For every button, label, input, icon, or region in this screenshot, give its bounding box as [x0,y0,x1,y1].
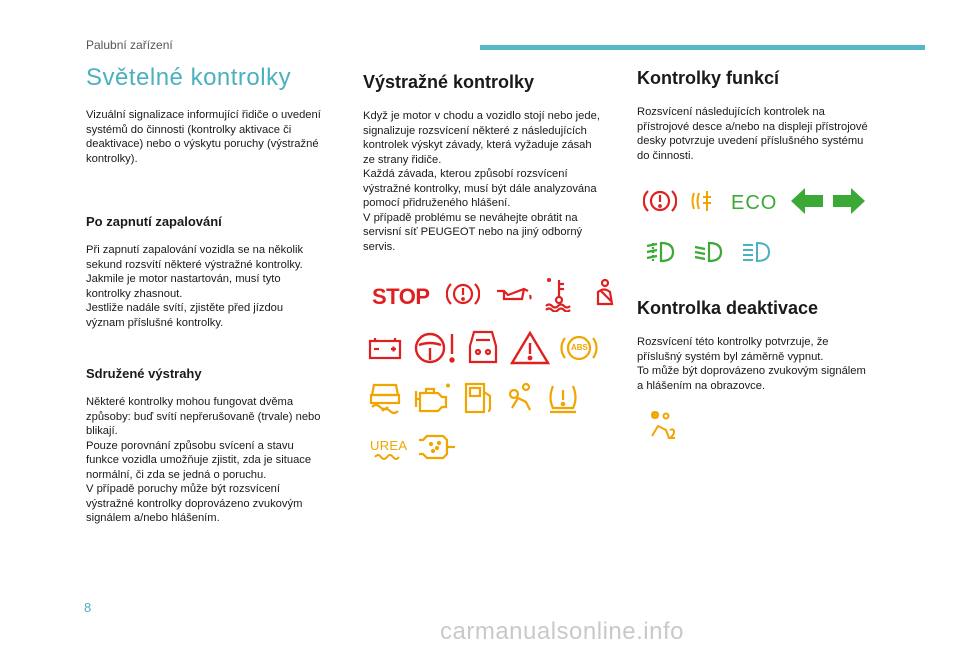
warning-icons-row-2 [368,328,608,373]
glow-plug-icon [691,189,721,218]
column-lights [86,64,346,526]
turn-right-icon [831,186,867,221]
column-function-lights [637,64,897,163]
heading-function-lights: Kontrolky funkcí [637,68,780,88]
abs-icon [560,332,598,369]
header-bar [480,45,925,50]
dipped-beam-icon [693,240,723,269]
warning-triangle-icon [510,330,550,371]
abs-label: ABS [571,343,588,352]
airbag-door-icon [466,328,500,373]
warning-icons-row-4 [370,434,467,465]
stop-icon: STOP [372,283,430,309]
combined-text: Některé kontrolky mohou fungovat dvěma způsoby: buď svítí nepřerušovaně (trvale) nebo blikají. Pouze porovnání způsobu svícení a stavu funkce vozidla umožňuje zjistit, zda je situace normální, či zda se jedná o poruchu. V případě poruchy může být rozsvícení výstražné kontrolky doprovázeno zvukovým signálem a/nebo hlášením. [86,396,321,524]
engine-fault-icon [412,383,452,418]
heading-deactivation: Kontrolka deaktivace [637,298,819,318]
section-deactivation [637,298,897,393]
function-icons-row-1 [643,186,877,221]
front-fog-lamp-icon [645,240,675,269]
fuel-icon [462,380,496,421]
function-text: Rozsvícení následujících kontrolek na přístrojové desce a/nebo na displeji přístrojové desky potvrzuje uvedení příslušného systému do činnosti. [637,106,868,162]
function-icons-row-2 [645,240,781,269]
deactivation-text: Rozsvícení této kontrolky potvrzuje, že příslušný systém byl záměrně vypnut. To může být doprovázeno zvukovým signálem a hlášením na obrazovce. [637,336,866,392]
heading-ignition: Po zapnutí zapalování [86,214,222,229]
section-title-lights: Světelné kontrolky [86,64,292,91]
heading-warning-lights: Výstražné kontrolky [363,72,535,92]
deactivation-icons [648,410,688,447]
oil-pressure-icon [494,283,534,310]
warning-icons-row-3 [368,380,590,421]
column-warnings [363,64,625,254]
ignition-text: Při zapnutí zapalování vozidla se na několik sekund rozsvítí některé výstražné kontrolky. Jakmile je motor nastartován, musí tyto kontrolky zhasnout. Jestliže nadále svítí, zjistěte před jízdou význam příslušné kontrolky. [86,244,304,329]
warning-icons-row-1 [372,276,628,317]
coolant-temperature-icon [544,276,574,317]
airbag-passenger-icon [506,382,536,419]
power-steering-icon [414,330,458,371]
heading-combined: Sdružené výstrahy [86,366,202,381]
header-title: Palubní zařízení [86,38,173,52]
battery-icon [368,336,402,365]
brake-system-icon [446,279,480,314]
urea-icon: UREA [370,438,407,461]
intro-text: Vizuální signalizace informující řidiče o uvedení systémů do činnosti (kontrolky aktivace či deaktivace) nebo o výskytu poruchy (výstražné kontrolky). [86,109,321,165]
parking-brake-icon [643,186,677,221]
tyre-pressure-icon [546,382,580,419]
side-lamp-icon [741,240,771,269]
watermark: carmanualsonline.info [440,618,684,645]
particle-filter-icon [417,434,457,465]
page-number: 8 [84,600,92,615]
seat-belt-icon [590,278,618,315]
turn-left-icon [789,186,825,221]
esp-icon [368,381,402,420]
eco-icon: ECO [731,192,778,214]
passenger-airbag-off-icon [648,410,678,447]
warning-text: Když je motor v chodu a vozidlo stojí nebo jede, signalizuje rozsvícení některé z následujících kontrolek výskyt závady, která vyžaduje zásah ze strany řidiče. Každá závada, kterou způsobí rozsvícení výstražné kontrolky, musí být dále analyzována pomocí přidruženého hlášení. V případě problému se neváhejte obrátit na servisní síť PEUGEOT nebo na jiný odborný servis. [363,110,600,253]
